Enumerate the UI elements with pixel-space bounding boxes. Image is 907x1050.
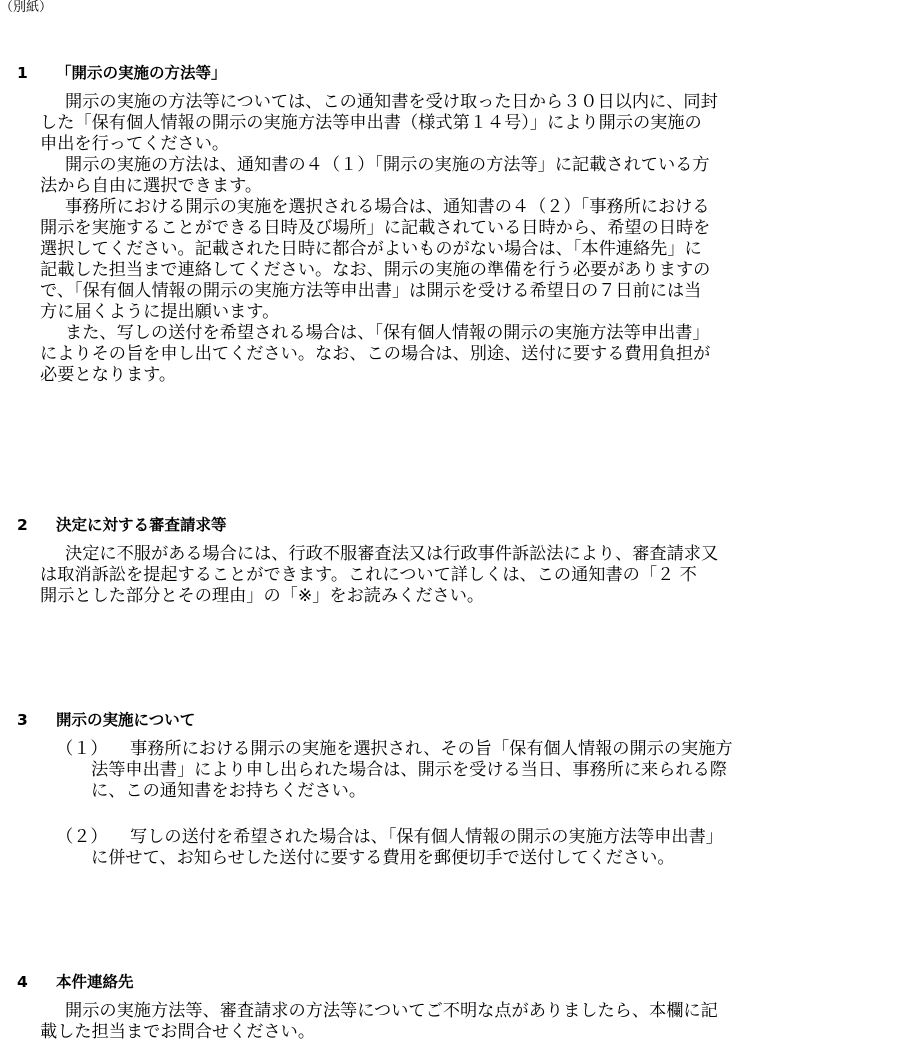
text-line: また、写しの送付を希望される場合は、「保有個人情報の開示の実施方法等申出書」 [65,323,710,343]
section-heading [0,61,907,85]
section-heading [0,513,907,537]
section-title: 決定に対する審査請求等 [56,516,227,534]
text-line: に、この通知書をお持ちください。 [91,781,367,801]
text-line: 開示の実施の方法等については、この通知書を受け取った日から３０日以内に、同封 [65,92,718,112]
text-line: 決定に不服がある場合には、行政不服審査法又は行政事件訴訟法により、審査請求又 [65,544,719,564]
text-line: 選択してください。記載された日時に都合がよいものがない場合は、「本件連絡先」に [40,239,702,259]
section-number: 1 [17,64,28,82]
text-line: で、「保有個人情報の開示の実施方法等申出書」は開示を受ける希望日の７日前には当 [40,281,702,301]
text-line: 方に届くように提出願います。 [40,302,280,322]
text-line: 申出を行ってください。 [40,134,230,154]
text-line: は取消訴訟を提起することができます。これについて詳しくは、この通知書の「２ 不 [40,565,697,585]
paragraph [0,323,867,386]
text-line: に併せて、お知らせした送付に要する費用を郵便切手で送付してください。 [91,848,675,868]
text-line: 開示の実施の方法は、通知書の４（１）「開示の実施の方法等」に記載されている方 [65,155,710,175]
list-item [0,739,907,802]
text-line: 写しの送付を希望された場合は、「保有個人情報の開示の実施方法等申出書」 [130,827,723,847]
section-number: 3 [17,711,28,729]
section-title: 「開示の実施の方法等」 [56,64,227,82]
section-2 [0,513,907,607]
text-line: 開示とした部分とその理由」の「※」をお読みください。 [40,586,485,606]
text-line: 法等申出書」により申し出られた場合は、開示を受ける当日、事務所に来られる際 [91,760,727,780]
text-line: 記載した担当まで連絡してください。なお、開示の実施の準備を行う必要がありますの [40,260,711,280]
section-heading [0,970,907,994]
section-number: 4 [17,973,28,991]
section-title: 開示の実施について [56,711,196,729]
text-line: によりその旨を申し出てください。なお、この場合は、別途、送付に要する費用負担が [40,344,711,364]
list-item [0,827,907,869]
text-line: 開示を実施することができる日時及び場所」に記載されている日時から、希望の日時を [40,218,711,238]
item-label: （１） [56,739,108,759]
text-line: 載した担当までお問合せください。 [40,1022,316,1042]
section-3 [0,708,907,869]
text-line: 事務所における開示の実施を選択される場合は、通知書の４（２）「事務所における [65,197,710,217]
paragraph [0,155,867,197]
text-line: 事務所における開示の実施を選択され、その旨「保有個人情報の開示の実施方 [130,739,733,759]
text-line: した「保有個人情報の開示の実施方法等申出書（様式第１４号）」により開示の実施の [40,113,702,133]
section-4 [0,970,907,1043]
item-label: （２） [56,827,108,847]
paragraph [0,1001,867,1043]
section-1 [0,61,907,386]
text-line: 開示の実施方法等、審査請求の方法等についてご不明な点がありましたら、本欄に記 [65,1001,718,1021]
section-heading [0,708,907,732]
paragraph [0,544,867,607]
attachment-note: （別紙） [0,0,53,15]
paragraph [0,92,867,155]
text-line: 法から自由に選択できます。 [40,176,263,196]
section-title: 本件連絡先 [56,973,134,991]
section-number: 2 [17,516,28,534]
text-line: 必要となります。 [40,365,177,385]
paragraph [0,197,867,323]
